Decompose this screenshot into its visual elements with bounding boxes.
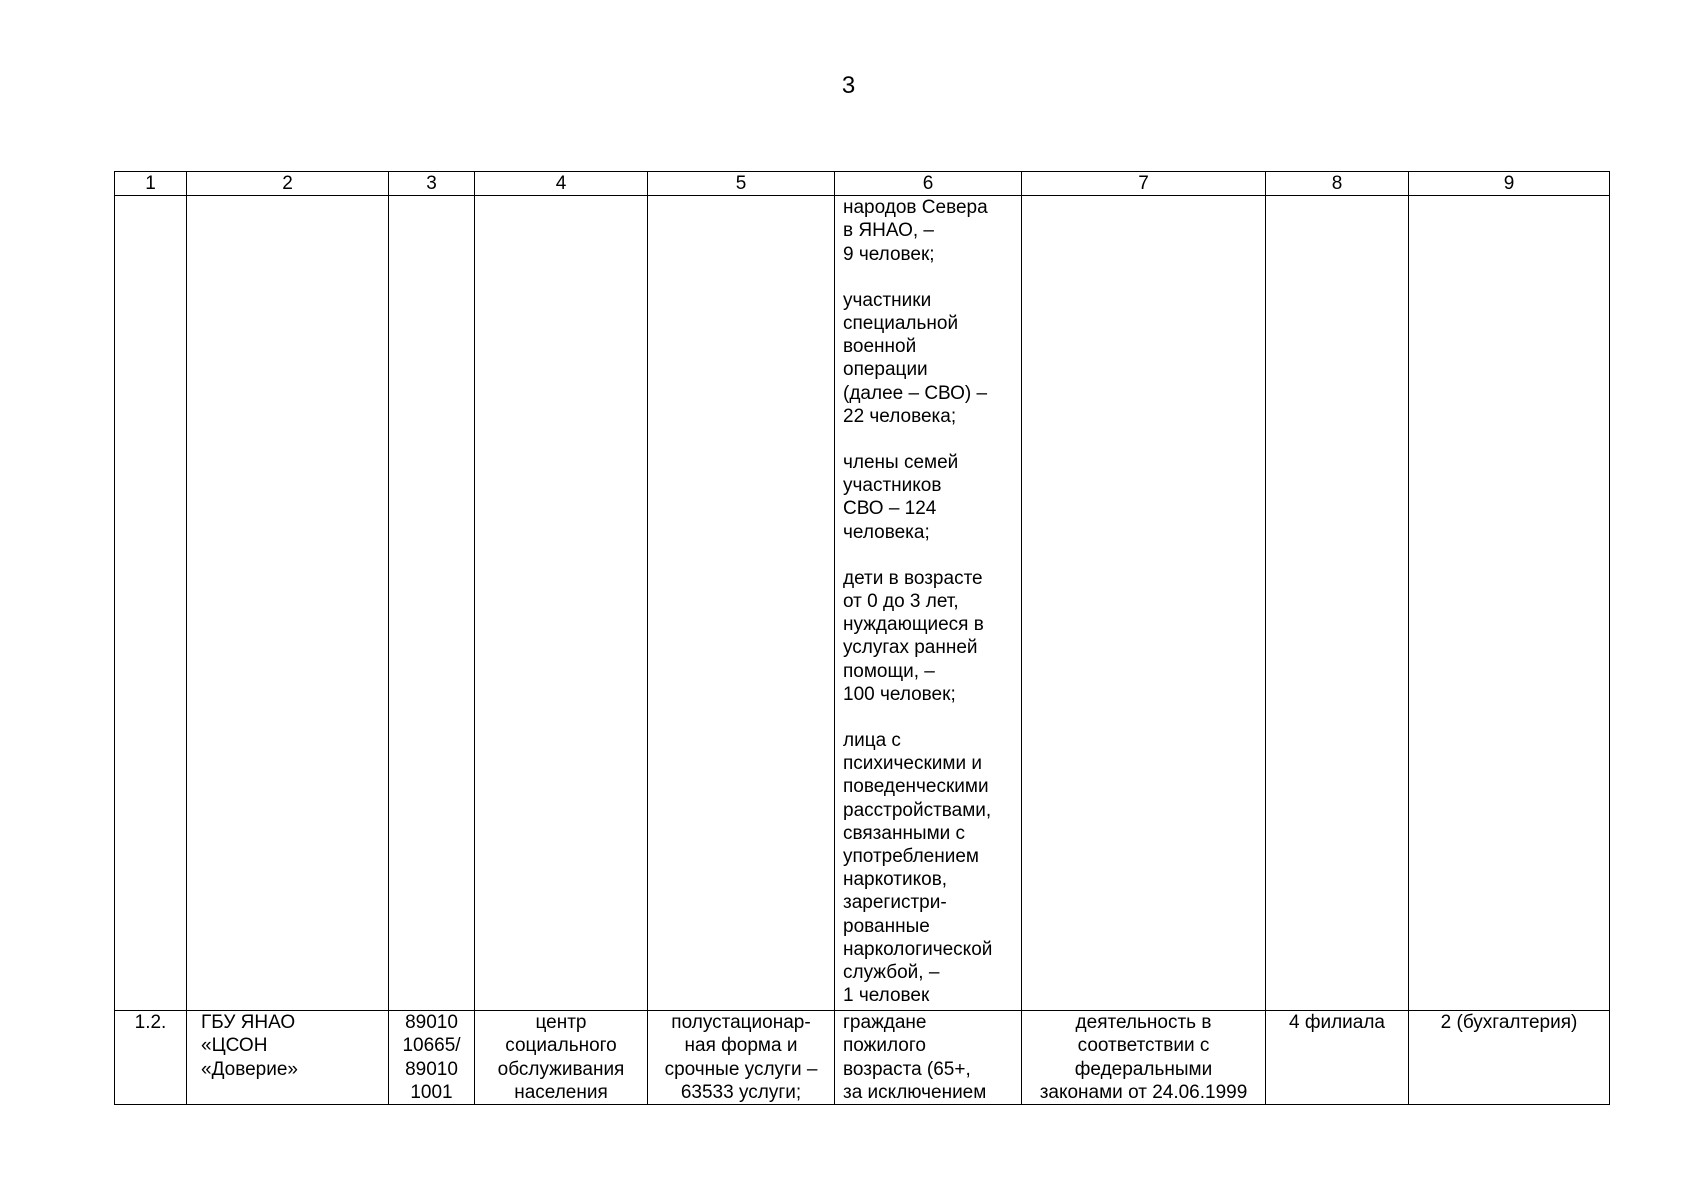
table-cell <box>648 196 835 1011</box>
category-paragraph: лица с психическими и поведенческими расстройствами, связанными с употреблением наркотиков, зарегистри- рованные наркологической службой, – 1 человек <box>843 730 993 1007</box>
service-form: полустационар- ная форма и срочные услуги – 63533 услуги; <box>648 1011 835 1105</box>
category-paragraph: народов Севера в ЯНАО, – 9 человек; <box>843 197 988 265</box>
inn-kpp: 89010 10665/ 89010 1001 <box>389 1011 475 1105</box>
branches: 4 филиала <box>1266 1011 1409 1105</box>
table-cell <box>187 196 389 1011</box>
category-paragraph: участники специальной военной операции (далее – СВО) – 22 человека; <box>843 289 988 427</box>
category-paragraph: члены семей участников СВО – 124 человека; <box>843 452 959 543</box>
column-number: 1 <box>115 172 187 196</box>
column-number: 6 <box>835 172 1022 196</box>
column-number-row <box>115 172 1610 196</box>
organization-type: центр социального обслуживания населения <box>475 1011 648 1105</box>
column-number: 2 <box>187 172 389 196</box>
page-number: 3 <box>841 72 856 99</box>
registry-table <box>114 171 1610 1105</box>
table-cell <box>1266 196 1409 1011</box>
table-cell <box>475 196 648 1011</box>
category-paragraph: дети в возрасте от 0 до 3 лет, нуждающиеся в услугах ранней помощи, – 100 человек; <box>843 567 984 705</box>
table-row <box>115 1011 1610 1105</box>
table-cell <box>389 196 475 1011</box>
table-cell <box>1409 196 1610 1011</box>
organization-name: ГБУ ЯНАО «ЦСОН «Доверие» <box>187 1011 389 1105</box>
column-number: 5 <box>648 172 835 196</box>
table-cell <box>1022 196 1266 1011</box>
table-row <box>115 196 1610 1011</box>
column-number: 3 <box>389 172 475 196</box>
column-number: 9 <box>1409 172 1610 196</box>
structural-units: 2 (бухгалтерия) <box>1409 1011 1610 1105</box>
column-number: 8 <box>1266 172 1409 196</box>
recipient-categories: граждане пожилого возраста (65+, за исключением <box>835 1011 1022 1105</box>
table-cell <box>115 196 187 1011</box>
legal-basis: деятельность в соответствии с федеральными законами от 24.06.1999 <box>1022 1011 1266 1105</box>
recipient-categories-cell <box>835 196 1022 1011</box>
column-number: 4 <box>475 172 648 196</box>
column-number: 7 <box>1022 172 1266 196</box>
row-number: 1.2. <box>115 1011 187 1105</box>
